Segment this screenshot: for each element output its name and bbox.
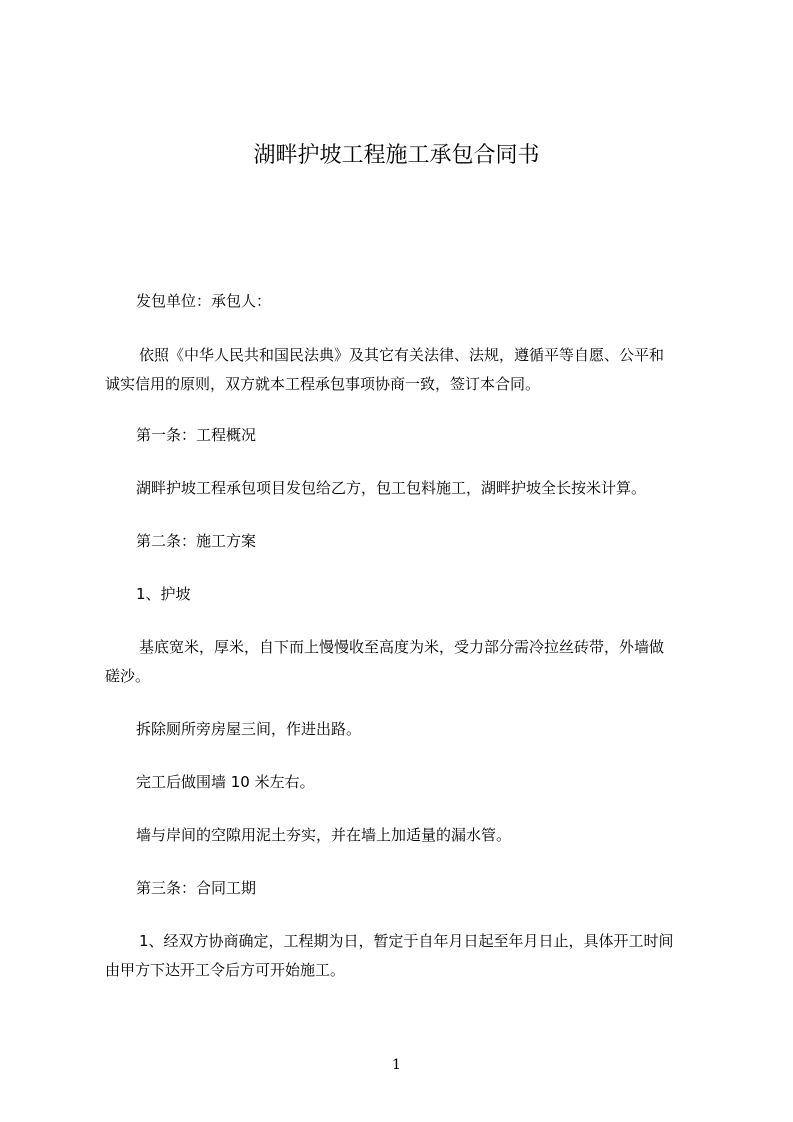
- paragraph-demolition: 拆除厕所旁房屋三间，作进出路。: [136, 720, 362, 738]
- paragraph-preamble-line-2: 诚实信用的原则，双方就本工程承包事项协商一致，签订本合同。: [105, 375, 541, 393]
- paragraph-foundation-line-1: 基底宽米，厚米，自下而上慢慢收至高度为米，受力部分需冷拉丝砖带，外墙做: [139, 638, 665, 656]
- heading-article-2: 第二条：施工方案: [136, 532, 257, 550]
- document-title: 湖畔护坡工程施工承包合同书: [253, 143, 540, 168]
- heading-article-3: 第三条：合同工期: [136, 879, 257, 897]
- paragraph-parties: 发包单位：承包人：: [136, 292, 272, 310]
- paragraph-backfill: 墙与岸间的空隙用泥土夯实，并在墙上加适量的漏水管。: [136, 826, 512, 844]
- paragraph-schedule-line-2: 由甲方下达开工令后方可开始施工。: [105, 961, 346, 979]
- page-number: 1: [392, 1057, 401, 1073]
- paragraph-project-overview: 湖畔护坡工程承包项目发包给乙方，包工包料施工，湖畔护坡全长按米计算。: [136, 479, 647, 497]
- subheading-slope-protection: 1、护坡: [136, 585, 191, 603]
- paragraph-foundation-line-2: 磋沙。: [105, 667, 151, 685]
- paragraph-schedule-line-1: 1、经双方协商确定，工程期为日，暂定于自年月日起至年月日止，具体开工时间: [139, 932, 674, 950]
- paragraph-wall: 完工后做围墙 10 米左右。: [136, 773, 315, 791]
- heading-article-1: 第一条：工程概况: [136, 426, 257, 444]
- paragraph-preamble-line-1: 依照《中华人民共和国民法典》及其它有关法律、法规，遵循平等自愿、公平和: [139, 346, 665, 364]
